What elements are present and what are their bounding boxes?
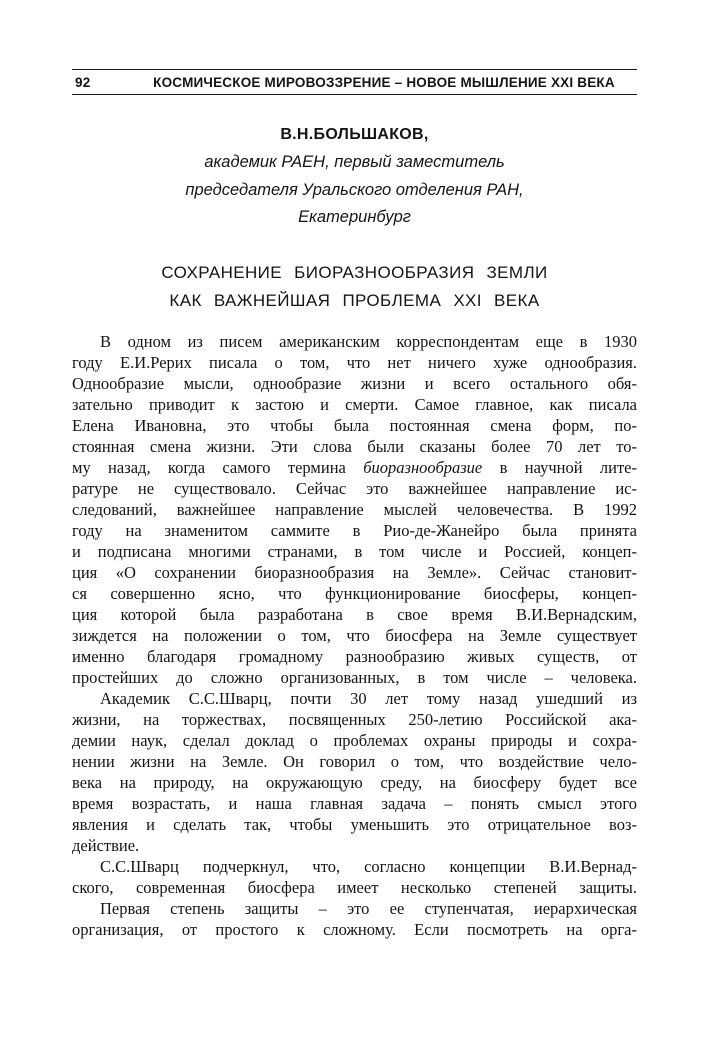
body-line: демии наук, сделал доклад о проблемах охраны природы и сохра- <box>72 731 637 750</box>
article-title-line: КАК ВАЖНЕЙШАЯ ПРОБЛЕМА XXI ВЕКА <box>169 291 540 310</box>
body-line: С.С.Шварц подчеркнул, что, согласно концепции В.И.Вернад- <box>100 857 637 876</box>
body-line: ция «О сохранении биоразнообразия на Земле». Сейчас становит- <box>72 563 637 582</box>
body-line: зиждется на положении о том, что биосфера на Земле существует <box>72 626 637 645</box>
body-line: простейших до сложно организованных, в том числе – человека. <box>72 668 637 687</box>
body-line: году на знаменитом саммите в Рио-де-Жанейро была принята <box>72 521 637 540</box>
body-line: нении жизни на Земле. Он говорил о том, что воздействие чело- <box>72 752 637 771</box>
body-line: Однообразие мысли, однообразие жизни и всего остального обя- <box>72 374 637 393</box>
body-line: явления и сделать так, чтобы уменьшить это отрицательное воз- <box>72 815 637 834</box>
body-line: ратуре не существовало. Сейчас это важнейшее направление ис- <box>72 479 637 498</box>
body-line: году Е.И.Рерих писала о том, что нет ничего хуже однообразия. <box>72 353 637 372</box>
body-line: стоянная смена жизни. Эти слова были сказаны более 70 лет то- <box>72 437 637 456</box>
running-head-title: КОСМИЧЕСКОЕ МИРОВОЗЗРЕНИЕ – НОВОЕ МЫШЛЕНИЕ XXI ВЕКА <box>153 74 615 90</box>
body-line: зательно приводит к застою и смерти. Самое главное, как писала <box>72 395 637 414</box>
body-line: ся совершенно ясно, что функционирование биосферы, концеп- <box>72 584 637 603</box>
body-line: му назад, когда самого термина биоразнообразие в научной лите- <box>72 458 637 477</box>
body-line: В одном из писем американским корреспондентам еще в 1930 <box>100 332 637 351</box>
author-affiliation <box>72 149 637 232</box>
body-line: следований, важнейшее направление мыслей человечества. В 1992 <box>72 500 637 519</box>
affiliation-line: председателя Уральского отделения РАН, <box>185 180 524 199</box>
body-line: ция которой была разработана в свое время В.И.Вернадским, <box>72 605 637 624</box>
body-line: ского, современная биосфера имеет несколько степеней защиты. <box>72 878 637 897</box>
running-header <box>72 69 637 95</box>
affiliation-line: Екатеринбург <box>298 208 411 226</box>
article-title <box>52 259 657 315</box>
article-body <box>72 331 637 940</box>
emphasized-term: биоразнообразие <box>363 458 483 477</box>
body-line: организация, от простого к сложному. Если посмотреть на орга- <box>72 920 637 939</box>
body-line: жизни, на торжествах, посвященных 250-летию Российской ака- <box>72 710 637 729</box>
article-title-line: СОХРАНЕНИЕ БИОРАЗНООБРАЗИЯ ЗЕМЛИ <box>161 263 548 282</box>
body-line: Елена Ивановна, это чтобы была постоянная смена форм, по- <box>72 416 637 435</box>
author-name: В.Н.БОЛЬШАКОВ, <box>280 126 429 143</box>
affiliation-line: академик РАЕН, первый заместитель <box>204 153 505 171</box>
body-line: Академик С.С.Шварц, почти 30 лет тому назад ушедший из <box>100 689 637 708</box>
body-line: действие. <box>72 836 140 855</box>
body-line: Первая степень защиты – это ее ступенчатая, иерархическая <box>100 899 637 918</box>
body-line: именно благодаря громадному разнообразию живых существ, от <box>72 647 637 666</box>
body-line: время возрастать, и наша главная задача – понять смысл этого <box>72 794 637 813</box>
body-line: и подписана многими странами, в том числе и Россией, концеп- <box>72 542 637 561</box>
page-number: 92 <box>75 74 91 90</box>
body-line: века на природу, на окружающую среду, на биосферу будет все <box>72 773 637 792</box>
